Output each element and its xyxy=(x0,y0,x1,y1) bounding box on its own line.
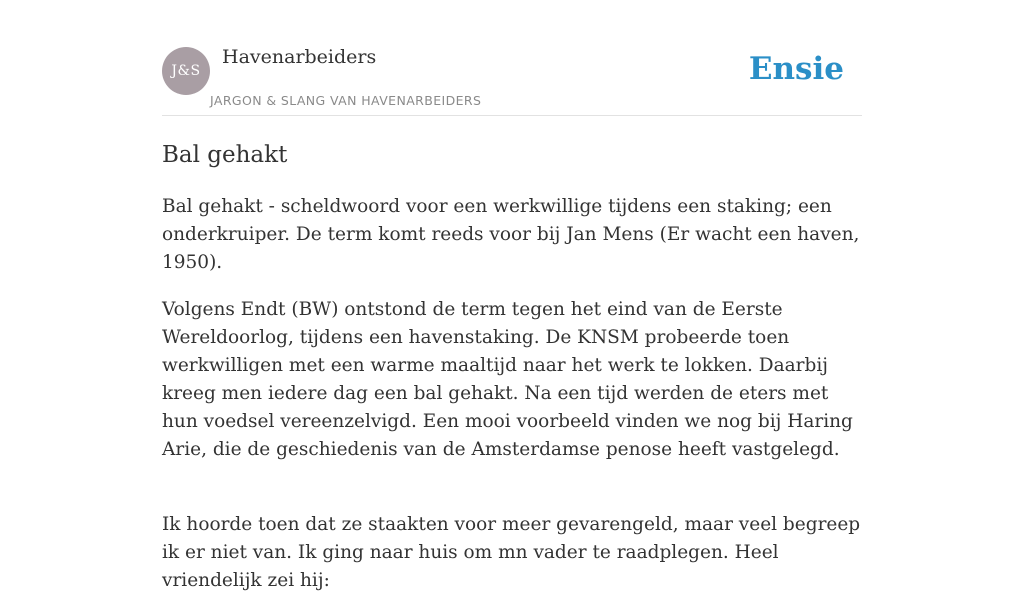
entry-paragraph: Volgens Endt (BW) ontstond de term tegen het eind van de Eerste Wereldoorlog, tijdens een havenstaking. De KNSM probeerde toen werkwilligen met een warme maaltijd naar het werk te lokken. Daarbij kreeg men iedere dag een bal gehakt. Na een tijd werden de eters met hun voedsel vereenzelvigd. Een mooi voorbeeld vinden we nog bij Haring Arie, die de geschiedenis van de Amsterdamse penose heeft vastgelegd. xyxy=(162,299,853,460)
entry-paragraph: Bal gehakt - scheldwoord voor een werkwillige tijdens een staking; een onderkruiper. De term komt reeds voor bij Jan Mens (Er wacht een haven, 1950). xyxy=(162,196,860,273)
page-header xyxy=(162,46,862,116)
source-subtitle: JARGON & SLANG VAN HAVENARBEIDERS xyxy=(210,93,482,108)
entry-content xyxy=(162,138,862,614)
source-title-link[interactable]: Havenarbeiders xyxy=(222,46,377,68)
entry-title: Bal gehakt xyxy=(162,142,288,168)
entry-quote-paragraph: Ik hoorde toen dat ze staakten voor meer gevarengeld, maar veel begreep ik er niet van. Ik ging naar huis om mn vader te raadplegen. Heel vriendelijk zei hij: xyxy=(162,514,861,591)
ensie-logo-link[interactable]: Ensie xyxy=(748,51,844,87)
source-avatar[interactable]: J&S xyxy=(162,47,210,95)
paragraph-spacer xyxy=(162,483,862,511)
